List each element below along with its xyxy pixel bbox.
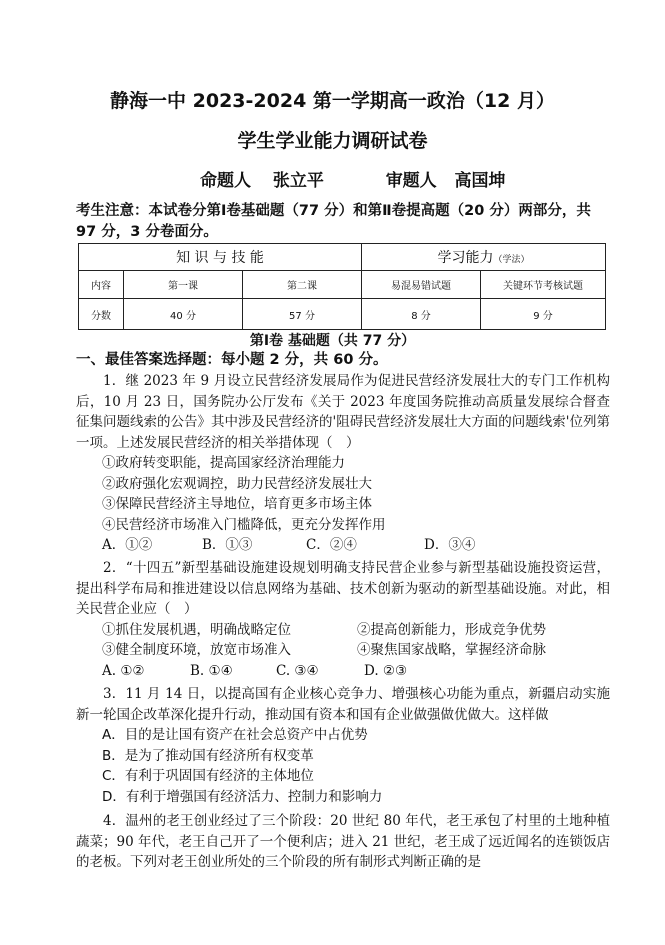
table-cell: 8 分 <box>362 299 481 330</box>
statement-row <box>76 620 610 641</box>
choice-d: D．③④ <box>424 537 476 553</box>
question-stem: 1．继 2023 年 9 月设立民营经济发展局作为促进民营经济发展壮大的专门工作机构后，10 月 23 日，国务院办公厅发布《关于 2023 年度国务院推动高质量发展综合督查征集问题线索的公告》其中涉及民营经济的'阻碍民营经济发展壮大方面的问题线索'位列第一项。上述发展民营经济的相关举措体现（ ） <box>76 373 610 451</box>
statement-row <box>76 640 610 661</box>
choice-b: B. ①④ <box>190 662 233 679</box>
table-cell: 第二课 <box>243 271 362 299</box>
table-row-score <box>79 299 606 330</box>
answer-choice-b: B．是为了推动国有经济所有权变革 <box>102 747 314 764</box>
choice-a: A. ①② <box>102 662 145 679</box>
question-stem: 2．“十四五”新型基础设施建设规划明确支持民营企业参与新型基础设施投资运营，提出科学布局和推进建设以信息网络为基础、技术创新为驱动的新型基础设施。对此，相关民营企业应（ ） <box>76 560 610 617</box>
author-line <box>200 166 600 191</box>
answer-choice-a: A．目的是让国有资产在社会总资产中占优势 <box>102 727 368 743</box>
choice-a: A．①② <box>102 537 153 553</box>
table-cell: 分数 <box>79 299 124 330</box>
table-cell: 第一课 <box>124 271 243 299</box>
part-title: 一、最佳答案选择题：每小题 2 分，共 60 分。 <box>76 352 388 368</box>
table-cell: 内容 <box>79 271 124 299</box>
answer-choice-c: C．有利于巩固国有经济的主体地位 <box>102 768 314 784</box>
table-cell: 9 分 <box>481 299 606 330</box>
exam-notice: 考生注意：本试卷分第Ⅰ卷基础题（77 分）和第Ⅱ卷提高题（20 分）两部分，共 97 分，3 分卷面分。 <box>76 203 591 240</box>
header-learning-ability <box>362 244 606 271</box>
score-table <box>78 243 606 330</box>
score-table-header <box>79 244 606 271</box>
exam-subtitle: 学生学业能力调研试卷 <box>237 130 428 152</box>
choice-d: D. ②③ <box>364 662 408 679</box>
reviewer-name: 高国坤 <box>454 171 506 191</box>
table-cell: 关键环节考核试题 <box>481 271 606 299</box>
statement-item: ②提高创新能力，形成竞争优势 <box>357 621 546 638</box>
question-stem: 3．11 月 14 日，以提高国有企业核心竞争力、增强核心功能为重点，新疆启动实施新一轮国企改革深化提升行动，推动国有资本和国有企业做强做优做大。这样做 <box>76 686 610 723</box>
author-label: 命题人 <box>200 171 251 191</box>
statement-item: ②政府强化宏观调控，助力民营经济发展壮大 <box>102 475 372 492</box>
statement-item: ④民营经济市场准入门槛降低，更充分发挥作用 <box>102 516 386 533</box>
statement-item: ①抓住发展机遇，明确战略定位 <box>102 621 291 638</box>
answer-choices <box>76 661 610 682</box>
learning-ability-label: 学习能力 <box>437 250 494 266</box>
table-cell: 易混易错试题 <box>362 271 481 299</box>
statement-item: ③健全制度环境，放宽市场准入 <box>102 642 291 658</box>
question-3 <box>76 684 610 807</box>
question-1 <box>76 371 610 556</box>
learning-ability-sub: （学法） <box>493 255 530 265</box>
choice-c: C．②④ <box>306 537 357 553</box>
question-4 <box>76 811 610 873</box>
question-stem: 4．温州的老王创业经过了三个阶段：20 世纪 80 年代，老王承包了村里的土地种植蔬菜；90 年代，老王自己开了一个便利店；进入 21 世纪，老王成了远近闻名的连锁饭店的老板。下列对老王创业所处的三个阶段的所有制形式判断正确的是 <box>76 813 610 870</box>
answer-choices <box>76 535 610 556</box>
choice-c: C. ③④ <box>276 662 319 679</box>
table-row-content <box>79 271 606 299</box>
author-name: 张立平 <box>272 171 324 191</box>
choice-b: B．①③ <box>202 537 253 553</box>
statement-item: ①政府转变职能，提高国家经济治理能力 <box>102 455 345 471</box>
table-cell: 40 分 <box>124 299 243 330</box>
reviewer-label: 审题人 <box>385 171 437 191</box>
header-knowledge-skills: 知 识 与 技 能 <box>79 244 362 271</box>
exam-title: 静海一中 2023-2024 第一学期高一政治（12 月） <box>110 90 555 112</box>
statement-item: ③保障民营经济主导地位，培育更多市场主体 <box>102 496 372 512</box>
statement-item: ④聚焦国家战略，掌握经济命脉 <box>357 642 546 658</box>
section-title: 第Ⅰ卷 基础题（共 77 分） <box>249 333 416 349</box>
answer-choice-d: D．有利于增强国有经济活力、控制力和影响力 <box>102 788 383 805</box>
table-cell: 57 分 <box>243 299 362 330</box>
question-2 <box>76 558 610 681</box>
